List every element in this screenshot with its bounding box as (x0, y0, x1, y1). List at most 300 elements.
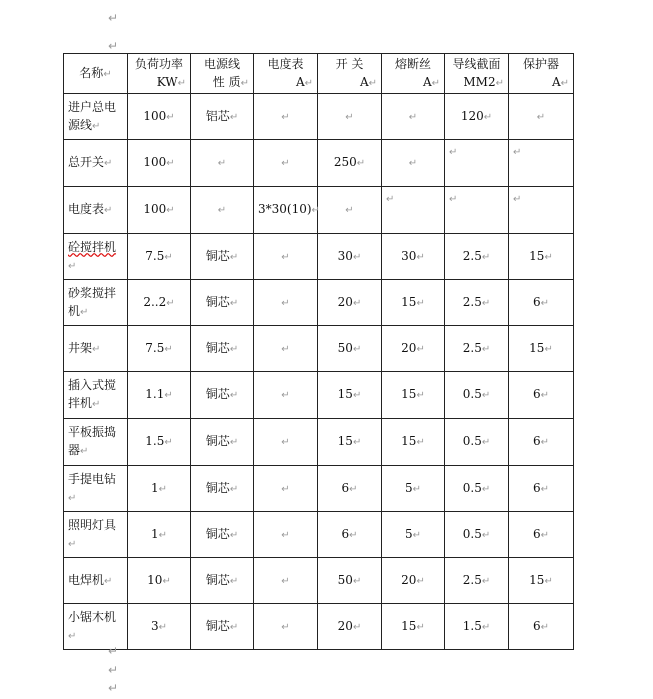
cell-fuse (382, 326, 445, 372)
cell-value: 进户总电源线 (68, 99, 117, 132)
cell-value: 2..2 (143, 294, 167, 309)
cell-power-line (191, 94, 254, 140)
cell-protector (509, 604, 574, 650)
paragraph-mark: ↵ (92, 399, 101, 410)
cell-value: 1.5 (145, 434, 165, 448)
paragraph-mark: ↵ (229, 343, 239, 355)
cell-value: 50 (337, 572, 353, 587)
paragraph-mark: ↵ (68, 630, 77, 642)
cell-power-line (191, 280, 254, 326)
cell-value: 插入式搅拌机 (68, 378, 117, 410)
paragraph-mark: ↵ (217, 158, 227, 169)
paragraph-mark: ↵ (540, 483, 550, 495)
paragraph-mark: ↵ (103, 68, 112, 80)
paragraph-mark: ↵ (481, 251, 491, 263)
paragraph-mark: ↵ (544, 343, 553, 355)
cell-value: 铜芯 (205, 340, 230, 355)
paragraph-mark: ↵ (345, 205, 354, 216)
paragraph-mark: ↵ (80, 306, 89, 318)
cell-value: 15 (401, 294, 417, 309)
cell-value: 6 (532, 618, 541, 633)
paragraph-mark: ↵ (108, 644, 119, 658)
cell-value: 5 (404, 526, 413, 541)
cell-value: 100 (143, 155, 167, 169)
paragraph-mark: ↵ (481, 297, 491, 309)
paragraph-mark: ↵ (481, 529, 491, 541)
cell-switch (318, 604, 382, 650)
cell-protector (509, 234, 574, 280)
paragraph-mark: ↵ (229, 575, 239, 587)
table-row (64, 94, 574, 140)
paragraph-mark: ↵ (166, 205, 175, 216)
cell-meter (254, 372, 318, 419)
cell-name (64, 234, 128, 280)
header-meter (254, 54, 318, 94)
header-label (195, 55, 249, 73)
cell-name (64, 558, 128, 604)
paragraph-mark: ↵ (108, 11, 119, 25)
header-label (449, 55, 504, 73)
paragraph-mark: ↵ (416, 437, 425, 448)
cell-protector (509, 187, 574, 234)
paragraph-mark: ↵ (229, 111, 239, 123)
cell-fuse (382, 604, 445, 650)
cell-value: 15 (401, 387, 417, 401)
paragraph-mark: ↵ (544, 251, 553, 263)
paragraph-mark: ↵ (513, 194, 522, 205)
paragraph-mark: ↵ (513, 147, 522, 158)
table-row (64, 512, 574, 558)
header-label-line2: A (359, 74, 369, 89)
cell-fuse (382, 419, 445, 466)
paragraph-mark: ↵ (540, 390, 550, 401)
paragraph-mark: ↵ (281, 621, 290, 633)
cell-protector (509, 419, 574, 466)
cell-value: 1 (150, 526, 159, 541)
cell-value: 7.5 (145, 248, 165, 263)
paragraph-mark: ↵ (481, 437, 491, 448)
cell-name (64, 326, 128, 372)
cell-value: 7.5 (145, 340, 165, 355)
cell-meter (254, 234, 318, 280)
header-label-line1: 电度表 (267, 56, 304, 71)
cell-value: 总开关 (68, 155, 105, 169)
paragraph-mark: ↵ (281, 297, 290, 309)
cell-value: 铜芯 (205, 294, 230, 309)
paragraph-mark: ↵ (164, 390, 173, 401)
cell-value: 20 (401, 340, 417, 355)
cell-load-kw (128, 280, 191, 326)
cell-name (64, 512, 128, 558)
header-label (322, 55, 377, 73)
cell-load-kw (128, 234, 191, 280)
paragraph-mark: ↵ (229, 390, 239, 401)
cell-switch (318, 512, 382, 558)
paragraph-mark: ↵ (449, 147, 458, 158)
table-header-row (64, 54, 574, 94)
cell-name (64, 604, 128, 650)
cell-protector (509, 372, 574, 419)
paragraph-mark: ↵ (352, 390, 362, 401)
cell-value: 30 (337, 248, 353, 263)
paragraph-mark: ↵ (217, 205, 227, 216)
paragraph-mark: ↵ (540, 529, 550, 541)
cell-meter (254, 140, 318, 187)
paragraph-mark: ↵ (408, 111, 418, 123)
cell-value: 平板振捣器 (68, 425, 117, 457)
cell-fuse (382, 466, 445, 512)
header-label-line1: 开 关 (335, 56, 364, 71)
paragraph-mark: ↵ (544, 575, 553, 587)
cell-switch (318, 94, 382, 140)
paragraph-mark: ↵ (108, 681, 119, 695)
cell-value: 3 (150, 618, 159, 633)
paragraph-mark: ↵ (177, 77, 186, 89)
paragraph-mark: ↵ (229, 437, 239, 448)
paragraph-mark: ↵ (311, 205, 320, 216)
paragraph-mark: ↵ (540, 621, 550, 633)
cell-value: 电焊机 (68, 572, 105, 587)
cell-switch (318, 187, 382, 234)
cell-switch (318, 234, 382, 280)
header-label-line1: 保护器 (522, 56, 559, 71)
cell-load-kw (128, 604, 191, 650)
cell-power-line (191, 234, 254, 280)
cell-value: 1.1 (145, 387, 165, 401)
cell-value: 15 (529, 340, 545, 355)
header-label-line1: 熔断丝 (394, 56, 431, 71)
table-row (64, 280, 574, 326)
paragraph-mark: ↵ (104, 158, 113, 169)
cell-load-kw (128, 326, 191, 372)
header-label (513, 55, 569, 73)
cell-wire-section (445, 187, 509, 234)
cell-switch (318, 140, 382, 187)
cell-name (64, 94, 128, 140)
cell-value: 0.5 (462, 434, 482, 448)
paragraph-mark: ↵ (281, 343, 290, 355)
header-unit (195, 73, 249, 93)
cell-value: 铜芯 (205, 387, 230, 401)
paragraph-mark: ↵ (431, 77, 440, 89)
cell-wire-section (445, 558, 509, 604)
paragraph-mark: ↵ (349, 529, 358, 541)
header-power-line (191, 54, 254, 94)
paragraph-mark: ↵ (281, 483, 290, 495)
header-load-kw (128, 54, 191, 94)
paragraph-mark: ↵ (162, 575, 171, 587)
paragraph-mark: ↵ (386, 194, 395, 205)
cell-wire-section (445, 419, 509, 466)
cell-value: 100 (143, 108, 167, 123)
header-label-line2: A (422, 74, 432, 89)
cell-value: 0.5 (462, 387, 482, 401)
header-label (386, 55, 440, 73)
cell-switch (318, 280, 382, 326)
table-row (64, 372, 574, 419)
cell-load-kw (128, 466, 191, 512)
paragraph-mark: ↵ (281, 390, 290, 401)
table-row (64, 187, 574, 234)
paragraph-mark: ↵ (281, 111, 290, 123)
cell-value: 100 (143, 202, 167, 216)
header-fuse (382, 54, 445, 94)
cell-wire-section (445, 326, 509, 372)
cell-load-kw (128, 187, 191, 234)
paragraph-mark: ↵ (416, 297, 425, 309)
paragraph-mark: ↵ (345, 111, 354, 123)
table-row (64, 558, 574, 604)
cell-name (64, 419, 128, 466)
paragraph-mark: ↵ (481, 575, 491, 587)
header-protector (509, 54, 574, 94)
cell-load-kw (128, 558, 191, 604)
cell-protector (509, 326, 574, 372)
paragraph-mark: ↵ (158, 621, 168, 633)
paragraph-mark: ↵ (166, 111, 175, 123)
cell-wire-section (445, 604, 509, 650)
cell-wire-section (445, 372, 509, 419)
cell-value: 铜芯 (205, 618, 230, 633)
cell-value: 2.5 (462, 248, 482, 263)
cell-value: 20 (337, 618, 353, 633)
table-row (64, 419, 574, 466)
paragraph-mark: ↵ (229, 621, 239, 633)
paragraph-mark: ↵ (166, 297, 175, 309)
cell-power-line (191, 140, 254, 187)
cell-protector (509, 466, 574, 512)
cell-switch (318, 558, 382, 604)
paragraph-mark: ↵ (416, 621, 425, 633)
paragraph-mark: ↵ (281, 529, 290, 541)
cell-meter (254, 280, 318, 326)
header-label (132, 55, 186, 73)
cell-switch (318, 372, 382, 419)
header-wire-section (445, 54, 509, 94)
paragraph-mark: ↵ (416, 575, 425, 587)
paragraph-mark: ↵ (158, 529, 168, 541)
cell-fuse (382, 558, 445, 604)
paragraph-mark: ↵ (240, 77, 249, 89)
cell-value: 6 (532, 387, 541, 401)
cell-meter (254, 419, 318, 466)
paragraph-mark: ↵ (229, 297, 239, 309)
cell-fuse (382, 140, 445, 187)
cell-fuse (382, 94, 445, 140)
cell-value: 6 (532, 480, 541, 495)
cell-value: 15 (529, 572, 545, 587)
cell-load-kw (128, 140, 191, 187)
cell-switch (318, 326, 382, 372)
table-row (64, 140, 574, 187)
cell-meter (254, 466, 318, 512)
cell-value: 铜芯 (205, 480, 230, 495)
header-label-line2: A (295, 74, 305, 89)
cell-value: 10 (147, 572, 163, 587)
cell-value: 120 (460, 108, 484, 123)
paragraph-mark: ↵ (281, 158, 290, 169)
paragraph-mark: ↵ (416, 343, 425, 355)
paragraph-mark: ↵ (164, 251, 173, 263)
header-name (64, 54, 128, 94)
cell-value: 铝芯 (205, 108, 230, 123)
table-row (64, 604, 574, 650)
paragraph-mark: ↵ (495, 77, 504, 89)
paragraph-mark: ↵ (92, 120, 101, 132)
cell-name (64, 372, 128, 419)
cell-value: 2.5 (462, 340, 482, 355)
paragraph-mark: ↵ (408, 158, 418, 169)
cell-power-line (191, 372, 254, 419)
cell-value: 0.5 (462, 480, 482, 495)
header-label (258, 55, 313, 73)
paragraph-mark: ↵ (540, 437, 550, 448)
paragraph-mark: ↵ (481, 483, 491, 495)
cell-value: 20 (337, 294, 353, 309)
header-unit (132, 73, 186, 93)
cell-name (64, 187, 128, 234)
cell-load-kw (128, 419, 191, 466)
cell-fuse (382, 280, 445, 326)
cell-wire-section (445, 466, 509, 512)
paragraph-mark: ↵ (108, 663, 119, 677)
paragraph-mark: ↵ (304, 77, 313, 89)
cell-power-line (191, 558, 254, 604)
paragraph-mark: ↵ (483, 111, 493, 123)
cell-value: 铜芯 (205, 526, 230, 541)
table-row (64, 466, 574, 512)
cell-power-line (191, 512, 254, 558)
cell-power-line (191, 419, 254, 466)
paragraph-mark: ↵ (356, 158, 366, 169)
cell-value: 15 (337, 434, 353, 448)
cell-value: 砂浆搅拌机 (68, 285, 117, 318)
cell-value: 井架 (68, 340, 93, 355)
cell-protector (509, 558, 574, 604)
cell-protector (509, 512, 574, 558)
cell-load-kw (128, 94, 191, 140)
cell-meter (254, 558, 318, 604)
header-label-line1: 电源线 (203, 56, 240, 71)
cell-switch (318, 419, 382, 466)
header-unit (322, 73, 377, 93)
paragraph-mark: ↵ (352, 621, 362, 633)
paragraph-mark: ↵ (536, 111, 546, 123)
paragraph-mark: ↵ (281, 437, 290, 448)
paragraph-mark: ↵ (481, 390, 491, 401)
cell-value: 5 (404, 480, 413, 495)
cell-value: 15 (401, 434, 417, 448)
cell-value: 6 (341, 526, 350, 541)
cell-value: 6 (532, 526, 541, 541)
paragraph-mark: ↵ (368, 77, 377, 89)
paragraph-mark: ↵ (352, 437, 362, 448)
paragraph-mark: ↵ (166, 158, 175, 169)
paragraph-mark: ↵ (104, 205, 113, 216)
paragraph-mark: ↵ (481, 343, 491, 355)
cell-name (64, 466, 128, 512)
header-switch (318, 54, 382, 94)
cell-value: 2.5 (462, 572, 482, 587)
cell-value: 15 (529, 248, 545, 263)
cell-value: 250 (333, 155, 357, 169)
table-row (64, 234, 574, 280)
header-label-line1: 负荷功率 (134, 56, 183, 71)
header-unit (258, 73, 313, 93)
cell-wire-section (445, 512, 509, 558)
cell-power-line (191, 326, 254, 372)
cell-value: 铜芯 (205, 572, 230, 587)
cell-value: 小锯木机 (68, 609, 117, 624)
paragraph-mark: ↵ (229, 483, 239, 495)
header-label-line2: A (551, 74, 561, 89)
cell-value: 1.5 (462, 618, 482, 633)
cell-value: 20 (401, 572, 417, 587)
paragraph-mark: ↵ (68, 260, 77, 272)
cell-protector (509, 280, 574, 326)
cell-power-line (191, 466, 254, 512)
table-row (64, 326, 574, 372)
cell-value: 照明灯具 (68, 517, 117, 532)
paragraph-mark: ↵ (352, 575, 362, 587)
cell-meter (254, 326, 318, 372)
paragraph-mark: ↵ (412, 529, 422, 541)
cell-value: 0.5 (462, 526, 482, 541)
paragraph-mark: ↵ (449, 194, 458, 205)
header-label-line2: KW (156, 74, 178, 89)
cell-value: 6 (341, 480, 350, 495)
header-label-line2: 性 质 (212, 74, 241, 89)
cell-name (64, 140, 128, 187)
cell-fuse (382, 187, 445, 234)
paragraph-mark: ↵ (560, 77, 569, 89)
paragraph-mark: ↵ (281, 251, 290, 263)
cell-fuse (382, 372, 445, 419)
cell-wire-section (445, 94, 509, 140)
cell-load-kw (128, 372, 191, 419)
cell-switch (318, 466, 382, 512)
cell-value: 50 (337, 340, 353, 355)
cell-value: 砼搅拌机 (68, 239, 117, 254)
cell-value: 手提电钻 (68, 471, 117, 486)
cell-meter (254, 604, 318, 650)
paragraph-mark: ↵ (158, 483, 168, 495)
cell-protector (509, 140, 574, 187)
cell-fuse (382, 512, 445, 558)
cell-value: 30 (401, 248, 417, 263)
cell-meter (254, 512, 318, 558)
cell-value: 铜芯 (205, 434, 230, 448)
paragraph-mark: ↵ (68, 538, 77, 550)
paragraph-mark: ↵ (412, 483, 422, 495)
header-label-line2: MM2 (463, 74, 496, 89)
paragraph-mark: ↵ (281, 575, 290, 587)
cell-load-kw (128, 512, 191, 558)
cell-meter (254, 94, 318, 140)
cell-value: 15 (337, 387, 353, 401)
cell-value: 6 (532, 294, 541, 309)
cell-value: 1 (150, 480, 159, 495)
header-label: 名称 (79, 65, 104, 80)
cell-value: 6 (532, 434, 541, 448)
paragraph-mark: ↵ (540, 297, 550, 309)
paragraph-mark: ↵ (164, 437, 173, 448)
cell-meter (254, 187, 318, 234)
paragraph-mark: ↵ (349, 483, 358, 495)
header-unit (386, 73, 440, 93)
cell-name (64, 280, 128, 326)
paragraph-mark: ↵ (416, 390, 425, 401)
